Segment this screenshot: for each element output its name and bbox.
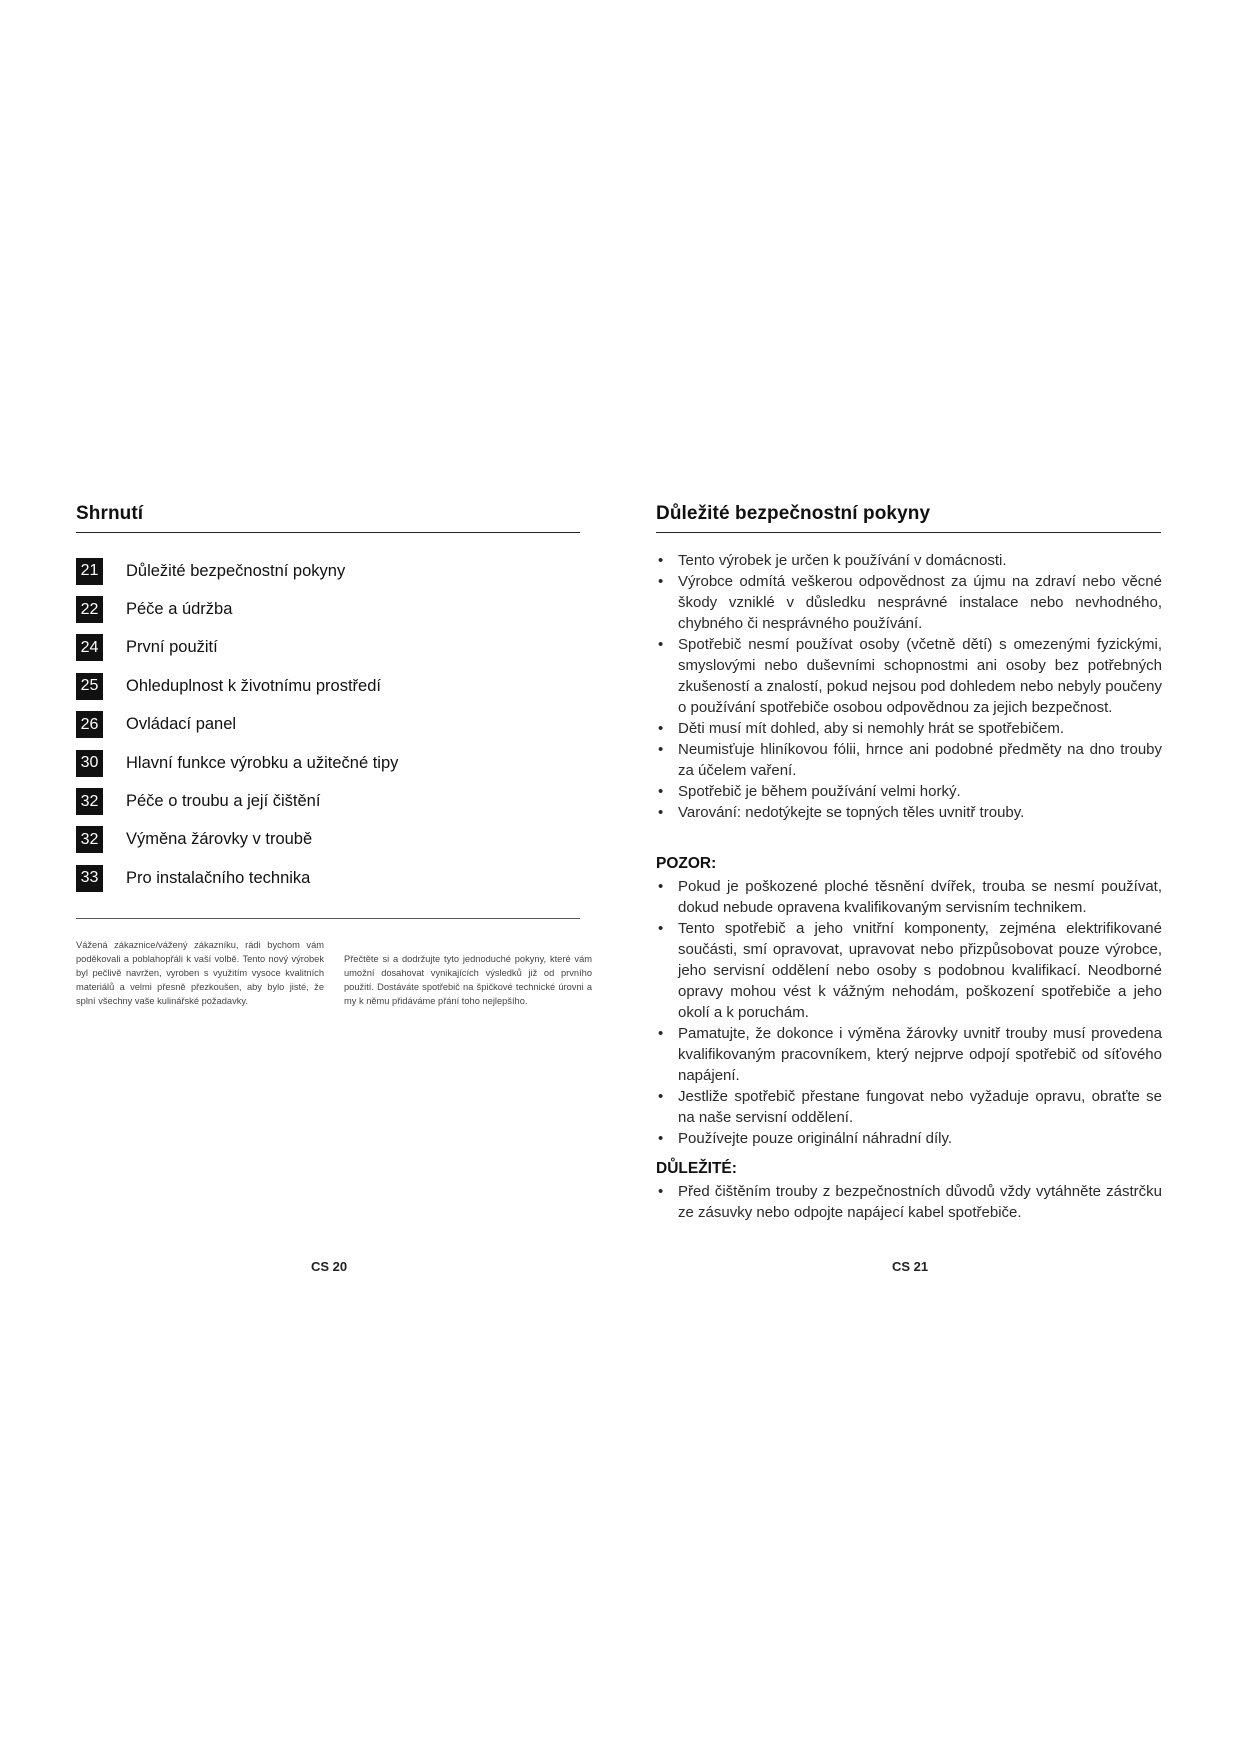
toc-page-number: 26	[76, 711, 103, 738]
list-item: • Jestliže spotřebič přestane fungovat nebo vyžaduje opravu, obraťte se na naše servisní oddělení.	[656, 1086, 1162, 1128]
toc-item[interactable]	[76, 782, 576, 820]
list-item: • Spotřebič nesmí používat osoby (včetně dětí) s omezenými fyzickými, smyslovými nebo duševními schopnostmi ani osoby bez potřebných zkušeností a znalostí, pokud nejsou pod dohledem nebo nebyly poučeny o používání spotřebiče osobou odpovědnou za jejich bezpečnost.	[656, 634, 1162, 718]
toc-label: Péče o troubu a její čištění	[126, 792, 321, 811]
toc-page-number: 21	[76, 558, 103, 585]
list-item: • Tento spotřebič a jeho vnitřní komponenty, zejména elektrifikované součásti, smí opravovat, upravovat nebo přizpůsobovat pouze výrobce, jeho servisní oddělení nebo osoby s podobnou kvalifikací. Neodborné opravy mohou vést k vážným nehodám, poškození spotřebiče a jeho okolí a k poruchám.	[656, 918, 1162, 1023]
toc-label: Ohleduplnost k životnímu prostředí	[126, 676, 381, 695]
general-safety-list	[656, 550, 1162, 823]
toc-label: Hlavní funkce výrobku a užitečné tipy	[126, 753, 399, 772]
list-item: • Neumisťuje hliníkovou fólii, hrnce ani podobné předměty na dno trouby za účelem vaření.	[656, 739, 1162, 781]
toc-page-number: 32	[76, 788, 103, 815]
table-of-contents	[76, 552, 576, 898]
toc-item[interactable]	[76, 552, 576, 590]
toc-label: Pro instalačního technika	[126, 868, 311, 887]
caution-heading: POZOR:	[656, 855, 717, 872]
toc-item[interactable]	[76, 859, 576, 897]
important-heading: DŮLEŽITÉ:	[656, 1160, 737, 1177]
list-item: • Pamatujte, že dokonce i výměna žárovky uvnitř trouby musí provedena kvalifikovaným pracovníkem, který nejprve odpojí spotřebič od síťového napájení.	[656, 1023, 1162, 1086]
left-page	[0, 0, 620, 1754]
list-item: • Před čištěním trouby z bezpečnostních důvodů vždy vytáhněte zástrčku ze zásuvky nebo odpojte napájecí kabel spotřebiče.	[656, 1181, 1162, 1223]
toc-item[interactable]	[76, 629, 576, 667]
list-item: • Používejte pouze originální náhradní díly.	[656, 1128, 1162, 1149]
list-item: • Výrobce odmítá veškerou odpovědnost za újmu na zdraví nebo věcné škody vzniklé v důsledku nesprávné instalace nebo nevhodného, chybného či nesprávného používání.	[656, 571, 1162, 634]
list-item: • Děti musí mít dohled, aby si nemohly hrát se spotřebičem.	[656, 718, 1162, 739]
toc-item[interactable]	[76, 590, 576, 628]
safety-title-divider	[656, 532, 1161, 533]
toc-item[interactable]	[76, 706, 576, 744]
toc-page-number: 22	[76, 596, 103, 623]
toc-page-number: 30	[76, 750, 103, 777]
toc-label: Péče a údržba	[126, 600, 233, 619]
important-list	[656, 1181, 1162, 1223]
toc-item[interactable]	[76, 821, 576, 859]
title-divider	[76, 532, 580, 533]
toc-label: První použití	[126, 638, 218, 657]
list-item: • Varování: nedotýkejte se topných těles uvnitř trouby.	[656, 802, 1162, 823]
list-item: • Spotřebič je během používání velmi horký.	[656, 781, 1162, 802]
toc-label: Důležité bezpečnostní pokyny	[126, 561, 346, 580]
list-item: • Pokud je poškozené ploché těsnění dvířek, trouba se nesmí používat, dokud nebude opravena kvalifikovaným servisním technikem.	[656, 876, 1162, 918]
intro-text-right: Přečtěte si a dodržujte tyto jednoduché pokyny, které vám umožní dosahovat vynikajících výsledků již od prvního použití. Dostáváte spotřebič na špičkové technické úrovni a my k němu přidáváme přání toho nejlepšího.	[344, 954, 592, 1007]
toc-item[interactable]	[76, 667, 576, 705]
toc-label: Ovládací panel	[126, 715, 237, 734]
toc-item[interactable]	[76, 744, 576, 782]
intro-text-left: Vážená zákaznice/vážený zákazníku, rádi bychom vám poděkovali a poblahopřáli k vaší volbě. Tento nový výrobek byl pečlivě navržen, vyroben s využitím vysoce kvalitních materiálů a velmi přesně přezkoušen, aby bylo jisté, že splní všechny vaše kulinářské požadavky.	[76, 940, 324, 1007]
intro-divider	[76, 918, 580, 919]
caution-list	[656, 876, 1162, 1149]
page-number-left: CS 20	[311, 1259, 348, 1274]
toc-page-number: 25	[76, 673, 103, 700]
list-item: • Tento výrobek je určen k používání v domácnosti.	[656, 550, 1162, 571]
toc-page-number: 24	[76, 634, 103, 661]
summary-title: Shrnutí	[76, 503, 144, 524]
page-number-right: CS 21	[892, 1259, 929, 1274]
toc-page-number: 33	[76, 865, 103, 892]
toc-page-number: 32	[76, 826, 103, 853]
safety-title: Důležité bezpečnostní pokyny	[656, 503, 931, 524]
toc-label: Výměna žárovky v troubě	[126, 830, 313, 849]
